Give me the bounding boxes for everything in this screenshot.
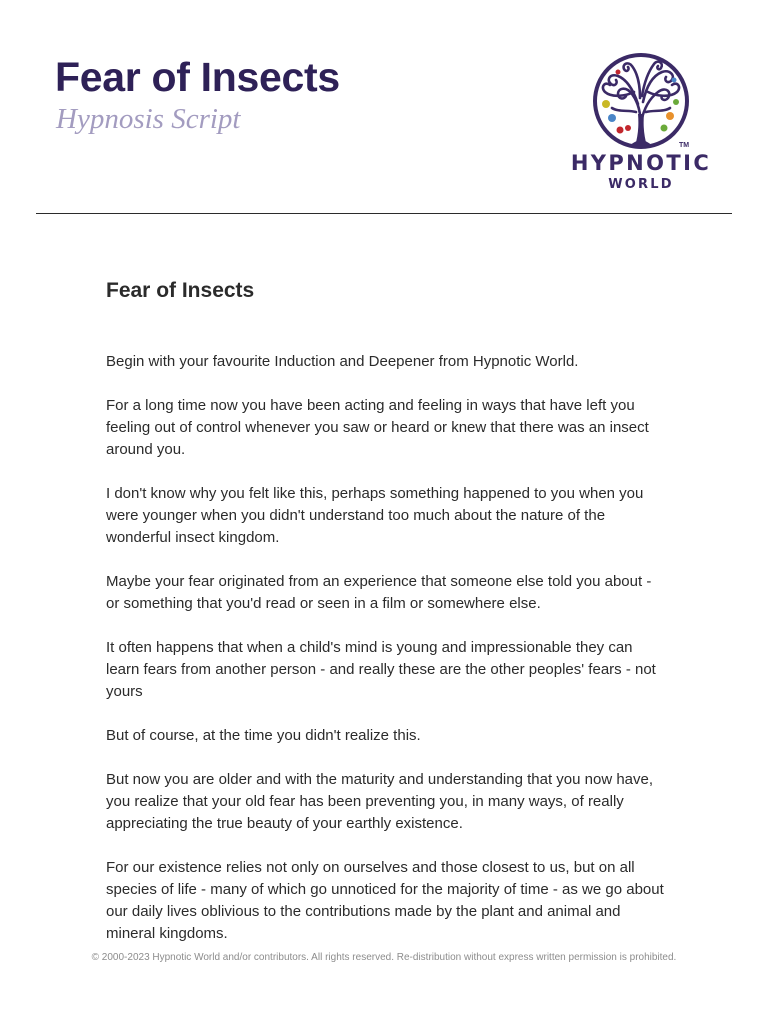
script-paragraph: But now you are older and with the maturity and understanding that you now have, you realize that your old fear has been preventing you, in many ways, of really appreciating the true beauty of your earthly existence. (106, 771, 654, 832)
logo-wordmark-hypnotic: HYPNOTIC (570, 151, 712, 175)
script-paragraph: For our existence relies not only on ourselves and those closest to us, but on all species of life - many of which go unnoticed for the majority of time - as we go about our daily lives oblivious to the contributions made by the plant and animal and mineral kingdoms. (106, 859, 664, 942)
script-paragraph: For a long time now you have been acting and feeling in ways that have left you feeling out of control whenever you saw or heard or knew that there was an insect around you. (106, 397, 649, 458)
copyright-footer: © 2000-2023 Hypnotic World and/or contributors. All rights reserved. Re-distribution without express written permission is prohibited. (91, 952, 677, 963)
trademark-mark: TM (679, 142, 690, 149)
script-paragraph: But of course, at the time you didn't realize this. (106, 727, 421, 744)
logo-wordmark-world: WORLD (608, 177, 674, 192)
hypnotic-world-logo (566, 50, 716, 198)
script-body (106, 351, 668, 967)
script-paragraph: Maybe your fear originated from an experience that someone else told you about - or something that you'd read or seen in a film or somewhere else. (106, 573, 652, 612)
tree-logo-icon (588, 52, 694, 150)
script-paragraph: Begin with your favourite Induction and Deepener from Hypnotic World. (106, 353, 579, 370)
script-paragraph: I don't know why you felt like this, perhaps something happened to you when you were younger when you didn't understand too much about the nature of the wonderful insect kingdom. (106, 485, 644, 546)
page-title: Fear of Insects (55, 54, 340, 100)
script-heading: Fear of Insects (106, 279, 255, 302)
page-subtitle: Hypnosis Script (56, 103, 241, 135)
script-paragraph: It often happens that when a child's mind is young and impressionable they can learn fears from another person - and really these are the other peoples' fears - not yours (106, 639, 656, 700)
header-divider (36, 213, 732, 214)
